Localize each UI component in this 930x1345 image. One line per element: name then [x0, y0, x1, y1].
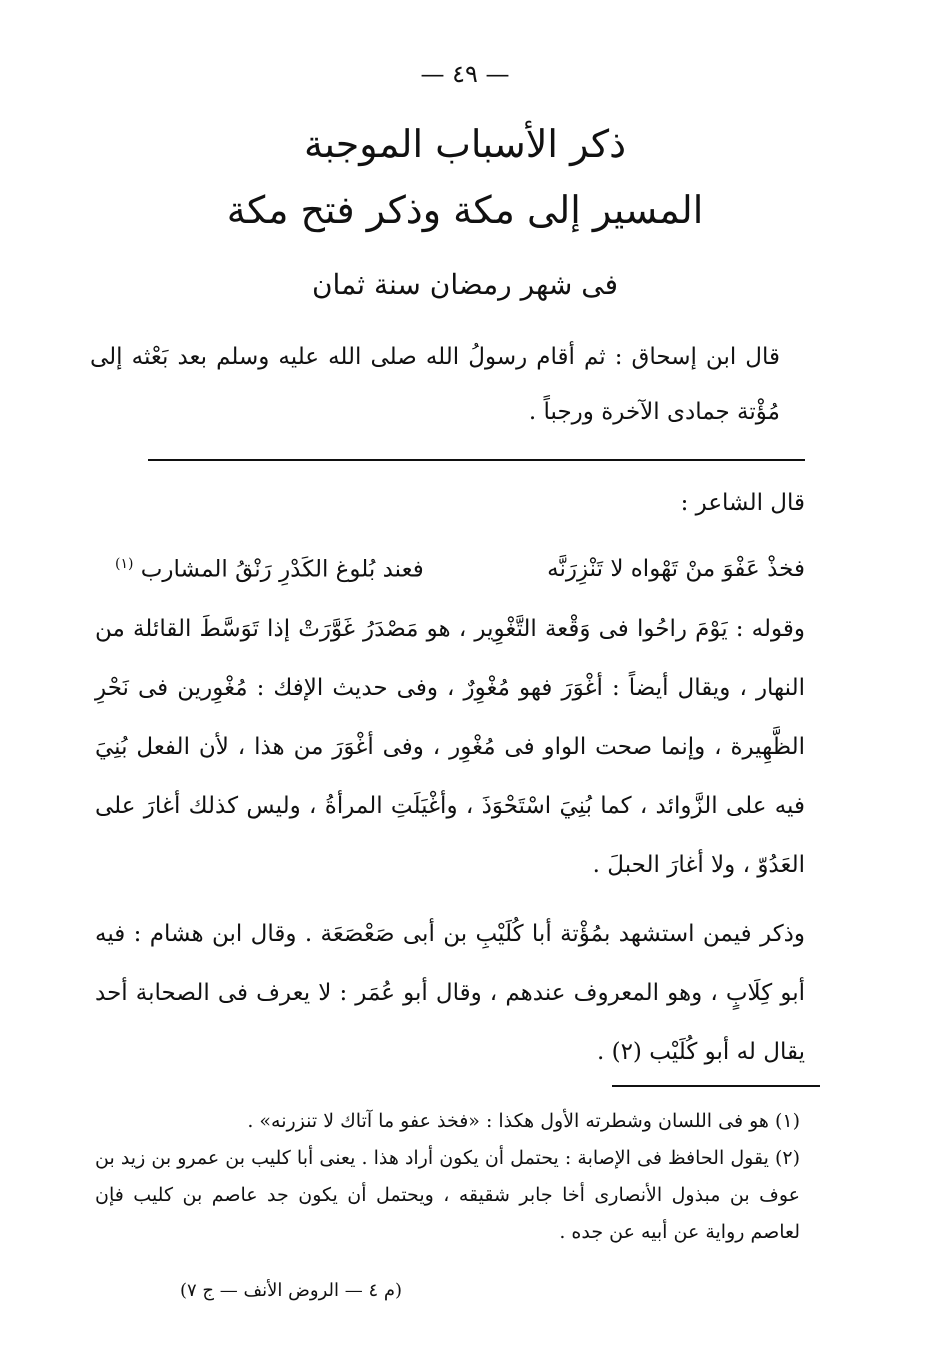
- commentary-paragraph: وذكر فيمن استشهد بمُؤْتة أبا كُلَيْبِ بن أبى صَعْصَعَة . وقال ابن هشام : فيه أبو كِلَابٍ ، وهو المعروف عندهم ، وقال أبو عُمَر : لا يعرف فى الصحابة أحد يقال له أبو كُلَيْب (٢) .: [95, 921, 805, 1065]
- signature-mark: (م ٤ — الروض الأنف — ج ٧): [180, 1280, 402, 1301]
- poet-label: قال الشاعر :: [680, 490, 805, 516]
- chapter-subtitle: فى شهر رمضان سنة ثمان: [311, 268, 619, 301]
- verse-hemistich-2-wrap: [115, 556, 424, 583]
- footnote-marker: (١): [115, 556, 134, 572]
- footnote-1: (١) هو فى اللسان وشطرته الأول هكذا : «فخذ عفو ما آتاك لا تنزرنه» .: [247, 1110, 800, 1132]
- poem-verse: [115, 556, 805, 583]
- verse-hemistich-1: فخذْ عَفْوَ منْ تَهْواه لا تَنْزِرَنَّه: [547, 556, 805, 582]
- footnotes: [95, 1103, 800, 1251]
- page-number: — ٤٩ —: [420, 60, 510, 88]
- chapter-title-line-1: ذكر الأسباب الموجبة: [303, 122, 627, 166]
- footnote-2: (٢) يقول الحافظ فى الإصابة : يحتمل أن يكون أراد هذا . يعنى أبا كليب بن عمرو بن زيد بن عوف بن مبذول الأنصارى أخا جابر شقيقه ، ويحتمل أن يكون جد عاصم بن كليب فإن لعاصم رواية عن أبيه عن جده .: [95, 1147, 800, 1243]
- chapter-title-line-2: المسير إلى مكة وذكر فتح مكة: [226, 188, 704, 232]
- footnote-separator: [612, 1085, 820, 1087]
- commentary-paragraph: وقوله : يَوْمَ راحُوا فى وَقْعة التَّغْوِير ، هو مَصْدَرُ غَوَّرَتْ إذا تَوَسَّطَ القائلة من النهار ، ويقال أيضاً : أغْوَرَ فهو مُغْوِرٌ ، وفى حديث الإفك : مُغْوِرين فى نَحْرِ الظَّهِيرة ، وإنما صحت الواو فى مُغْوِر ، وفى أغْوَرَ من هذا ، لأن الفعل بُنِيَ فيه على الزَّوائد ، كما بُنِيَ اسْتَحْوَذَ ، وأغْيَلَتِ المرأةُ ، وليس كذلك أغارَ على العَدُوّ ، ولا أغارَ الحبلَ .: [95, 616, 805, 878]
- intro-paragraph: قال ابن إسحاق : ثم أقام رسولُ الله صلى الله عليه وسلم بعد بَعْثه إلى مُؤْتة جمادى الآخرة ورجباً .: [90, 344, 780, 425]
- verse-hemistich-2: فعند بُلوغ الكَدْرِ رَنْقُ المشارب: [140, 556, 424, 583]
- separator-rule: [148, 459, 805, 461]
